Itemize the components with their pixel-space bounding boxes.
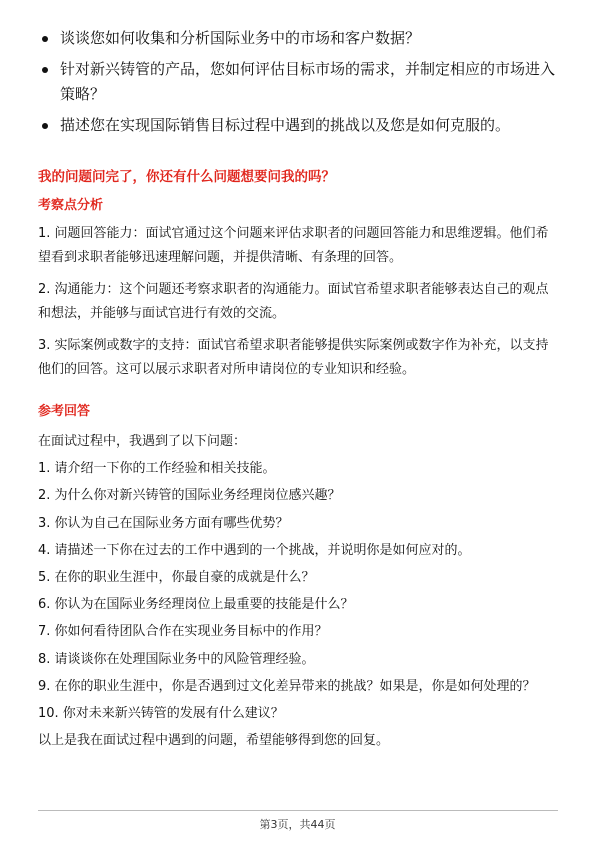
bullet-dot-icon bbox=[42, 36, 48, 42]
analysis-point: 2. 沟通能力：这个问题还考察求职者的沟通能力。面试官希望求职者能够表达自己的观点和想法，并能够与面试官进行有效的交流。 bbox=[38, 282, 549, 321]
answer-item: 3. 你认为自己在国际业务方面有哪些优势？ bbox=[38, 515, 289, 531]
answer-item: 9. 在你的职业生涯中，你是否遇到过文化差异带来的挑战？如果是，你是如何处理的？ bbox=[38, 678, 536, 694]
answer-item: 7. 你如何看待团队合作在实现业务目标中的作用？ bbox=[38, 624, 328, 640]
bullet-text: 针对新兴铸管的产品，您如何评估目标市场的需求，并制定相应的市场进入策略？ bbox=[60, 60, 556, 103]
bullet-text: 描述您在实现国际销售目标过程中遇到的挑战以及您是如何克服的。 bbox=[60, 116, 511, 134]
bullet-item bbox=[38, 57, 558, 107]
question-bullet-list bbox=[38, 26, 558, 144]
answer-closing: 以上是我在面试过程中遇到的问题，希望能够得到您的回复。 bbox=[38, 733, 390, 749]
bullet-dot-icon bbox=[42, 67, 48, 73]
answer-item: 8. 请谈谈你在处理国际业务中的风险管理经验。 bbox=[38, 651, 315, 667]
answer-item: 10. 你对未来新兴铸管的发展有什么建议？ bbox=[38, 706, 284, 722]
analysis-section bbox=[38, 222, 560, 390]
bullet-text: 谈谈您如何收集和分析国际业务中的市场和客户数据？ bbox=[60, 29, 421, 47]
answer-item: 5. 在你的职业生涯中，你最自豪的成就是什么？ bbox=[38, 570, 315, 586]
answer-item: 4. 请描述一下你在过去的工作中遇到的一个挑战，并说明你是如何应对的。 bbox=[38, 542, 471, 558]
bullet-dot-icon bbox=[42, 123, 48, 129]
analysis-point: 3. 实际案例或数字的支持：面试官希望求职者能够提供实际案例或数字作为补充，以支持他们的回答。这可以展示求职者对所申请岗位的专业知识和经验。 bbox=[38, 338, 549, 377]
answer-item: 6. 你认为在国际业务经理岗位上最重要的技能是什么？ bbox=[38, 597, 354, 613]
answer-section bbox=[38, 428, 560, 754]
answer-item: 2. 为什么你对新兴铸管的国际业务经理岗位感兴趣？ bbox=[38, 488, 341, 504]
analysis-heading: 考察点分析 bbox=[38, 198, 104, 213]
analysis-point: 1. 问题回答能力：面试官通过这个问题来评估求职者的问题回答能力和思维逻辑。他们希望看到求职者能够迅速理解问题，并提供清晰、有条理的回答。 bbox=[38, 226, 549, 265]
bullet-item bbox=[38, 113, 558, 138]
page-number: 第3页，共44页 bbox=[259, 818, 336, 831]
footer-divider bbox=[38, 810, 558, 811]
answer-heading: 参考回答 bbox=[38, 404, 91, 419]
answer-item: 1. 请介绍一下你的工作经验和相关技能。 bbox=[38, 461, 276, 477]
question-heading: 我的问题问完了，你还有什么问题想要问我的吗？ bbox=[38, 169, 335, 185]
bullet-item bbox=[38, 26, 558, 51]
answer-intro: 在面试过程中，我遇到了以下问题： bbox=[38, 434, 247, 449]
